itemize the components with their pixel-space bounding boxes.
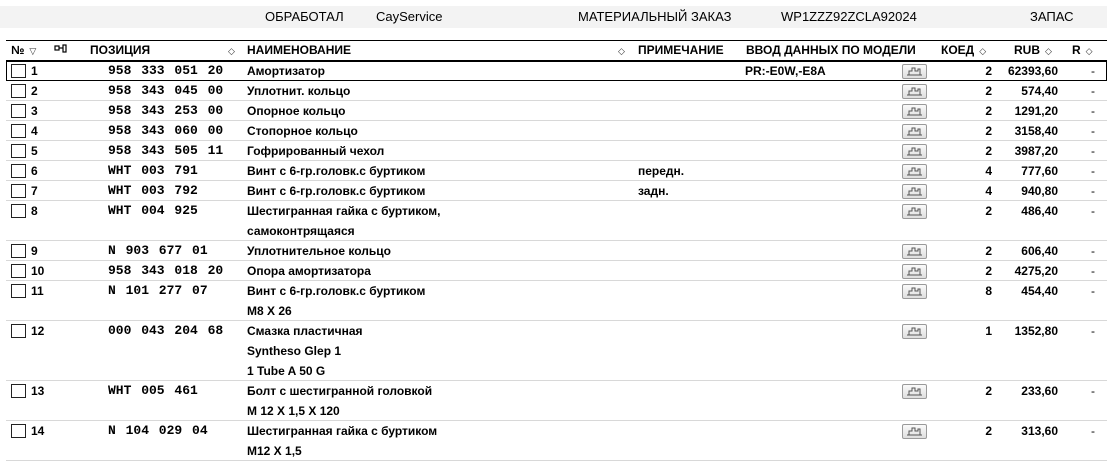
row-checkbox[interactable] (11, 424, 26, 438)
order-label: МАТЕРИАЛЬНЫЙ ЗАКАЗ (578, 9, 732, 24)
quantity: 2 (985, 424, 992, 438)
part-name-line: Опорное кольцо (247, 104, 346, 118)
cart-icon (906, 106, 923, 117)
price: 574,40 (1021, 84, 1058, 98)
row-number: 5 (31, 144, 38, 158)
quantity: 2 (985, 144, 992, 158)
r-flag: - (1091, 164, 1095, 178)
filter-icon: ▽ (29, 46, 37, 56)
row-number: 9 (31, 244, 38, 258)
quantity: 1 (985, 324, 992, 338)
price: 3158,40 (1014, 124, 1058, 138)
price: 4275,20 (1014, 264, 1058, 278)
cart-button[interactable] (902, 284, 927, 299)
r-flag: - (1091, 104, 1095, 118)
price: 1352,80 (1014, 324, 1058, 338)
cart-icon (906, 286, 923, 297)
link-icon[interactable] (54, 41, 68, 60)
table-row[interactable] (6, 61, 1107, 81)
table-body (6, 61, 1107, 461)
row-number: 11 (31, 284, 44, 298)
part-name-line: Уплотнительное кольцо (247, 244, 391, 258)
part-name-line: Винт с 6-гр.головк.с буртиком (247, 184, 426, 198)
parts-table (6, 40, 1107, 461)
part-note: задн. (638, 184, 669, 198)
cart-icon (906, 386, 923, 397)
part-name-line: Винт с 6-гр.головк.с буртиком (247, 284, 426, 298)
stock-label: ЗАПАС (1030, 9, 1074, 24)
part-name (247, 181, 425, 201)
table-row[interactable] (6, 241, 1107, 261)
part-name (247, 321, 363, 381)
r-flag: - (1091, 384, 1095, 398)
part-name (247, 61, 325, 81)
part-number: WHT 003 792 (108, 183, 198, 198)
cart-icon (906, 246, 923, 257)
cart-button[interactable] (902, 384, 927, 399)
row-number: 3 (31, 104, 38, 118)
cart-icon (906, 266, 923, 277)
row-checkbox[interactable] (11, 324, 26, 338)
r-flag: - (1091, 324, 1095, 338)
table-row[interactable] (6, 141, 1107, 161)
quantity: 2 (985, 384, 992, 398)
part-number: 958 343 045 00 (108, 83, 224, 98)
table-row[interactable] (6, 261, 1107, 281)
sort-icon[interactable]: ◇ (228, 46, 235, 56)
r-flag: - (1091, 284, 1095, 298)
cart-icon (906, 186, 923, 197)
cart-button[interactable] (902, 424, 927, 439)
part-name (247, 161, 425, 181)
quantity: 2 (985, 64, 992, 78)
part-number: 958 343 018 20 (108, 263, 224, 278)
cart-icon (906, 426, 923, 437)
part-name (247, 281, 425, 321)
part-number: 958 343 505 11 (108, 143, 224, 158)
cart-icon (906, 126, 923, 137)
cart-button[interactable] (902, 264, 927, 279)
table-row[interactable] (6, 381, 1107, 421)
cart-button[interactable] (902, 204, 927, 219)
part-number: WHT 005 461 (108, 383, 198, 398)
part-name-line: Смазка пластичная (247, 324, 363, 338)
part-number: 958 333 051 20 (108, 63, 224, 78)
price: 606,40 (1021, 244, 1058, 258)
part-name-line: Шестигранная гайка с буртиком (247, 424, 438, 438)
table-row[interactable] (6, 201, 1107, 241)
col-name[interactable]: НАИМЕНОВАНИЕ (247, 43, 351, 57)
cart-button[interactable] (902, 64, 927, 79)
row-number: 10 (31, 264, 45, 278)
part-name-line: Болт с шестигранной головкой (247, 384, 433, 398)
cart-button[interactable] (902, 104, 927, 119)
price: 62393,60 (1007, 64, 1058, 78)
price: 940,80 (1021, 184, 1058, 198)
cart-button[interactable] (902, 144, 927, 159)
r-flag: - (1091, 424, 1095, 438)
cart-button[interactable] (902, 324, 927, 339)
row-number: 4 (31, 124, 38, 138)
col-qty[interactable]: КОЕД ◇ (941, 43, 987, 57)
processed-by: CayService (376, 9, 443, 24)
col-position[interactable]: ПОЗИЦИЯ (90, 43, 151, 57)
price: 3987,20 (1014, 144, 1058, 158)
cart-button[interactable] (902, 164, 927, 179)
part-name-line: 1 Tube A 50 G (247, 364, 326, 378)
col-model[interactable]: ВВОД ДАННЫХ ПО МОДЕЛИ (746, 43, 916, 57)
quantity: 2 (985, 204, 992, 218)
row-number: 1 (31, 64, 38, 78)
part-name (247, 261, 371, 281)
table-row[interactable] (6, 421, 1107, 461)
r-flag: - (1091, 124, 1095, 138)
r-flag: - (1091, 244, 1095, 258)
part-name (247, 201, 441, 241)
part-name-line: Амортизатор (247, 64, 325, 78)
r-flag: - (1091, 204, 1095, 218)
table-row[interactable] (6, 121, 1107, 141)
row-number: 6 (31, 164, 38, 178)
price: 1291,20 (1014, 104, 1058, 118)
quantity: 2 (985, 264, 992, 278)
price: 486,40 (1021, 204, 1058, 218)
part-name (247, 81, 350, 101)
part-name-line: M12 X 1,5 (247, 444, 302, 458)
row-checkbox[interactable] (11, 164, 26, 178)
sort-icon[interactable]: ◇ (618, 46, 625, 56)
cart-button[interactable] (902, 244, 927, 259)
cart-icon (906, 206, 923, 217)
part-name-line: самоконтрящаяся (247, 224, 355, 238)
row-checkbox[interactable] (11, 384, 26, 398)
part-number: WHT 003 791 (108, 163, 198, 178)
cart-button[interactable] (902, 124, 927, 139)
table-row[interactable] (6, 321, 1107, 381)
row-checkbox[interactable] (11, 284, 26, 298)
quantity: 2 (985, 244, 992, 258)
part-note: передн. (638, 164, 685, 178)
part-number: 958 343 253 00 (108, 103, 224, 118)
row-checkbox[interactable] (11, 144, 26, 158)
part-name-line: M 12 X 1,5 X 120 (247, 404, 340, 418)
part-number: N 104 029 04 (108, 423, 208, 438)
row-checkbox[interactable] (11, 204, 26, 218)
table-row[interactable] (6, 281, 1107, 321)
part-name-line: Гофрированный чехол (247, 144, 385, 158)
table-row[interactable] (6, 101, 1107, 121)
quantity: 2 (985, 124, 992, 138)
processed-label: ОБРАБОТАЛ (265, 9, 344, 24)
table-row[interactable] (6, 161, 1107, 181)
r-flag: - (1091, 264, 1095, 278)
part-number: WHT 004 925 (108, 203, 198, 218)
price: 454,40 (1021, 284, 1058, 298)
col-note[interactable]: ПРИМЕЧАНИЕ (638, 43, 724, 57)
model-data: PR:-E0W,-E8A (745, 64, 826, 78)
cart-button[interactable] (902, 84, 927, 99)
r-flag: - (1091, 184, 1095, 198)
row-checkbox[interactable] (11, 84, 26, 98)
part-name (247, 241, 391, 261)
part-name (247, 141, 384, 161)
part-name-line: Уплотнит. кольцо (247, 84, 351, 98)
part-name (247, 121, 358, 141)
cart-icon (906, 86, 923, 97)
table-row[interactable] (6, 181, 1107, 201)
part-name-line: Шестигранная гайка с буртиком, (247, 204, 441, 218)
part-number: N 101 277 07 (108, 283, 208, 298)
cart-icon (906, 166, 923, 177)
cart-icon (906, 146, 923, 157)
part-name (247, 381, 432, 421)
quantity: 8 (985, 284, 992, 298)
row-number: 8 (31, 204, 38, 218)
row-checkbox[interactable] (11, 104, 26, 118)
row-number: 13 (31, 384, 45, 398)
r-flag: - (1091, 64, 1095, 78)
part-number: N 903 677 01 (108, 243, 208, 258)
cart-icon (906, 326, 923, 337)
part-number: 000 043 204 68 (108, 323, 224, 338)
price: 313,60 (1021, 424, 1058, 438)
order-header-bar (0, 6, 1107, 28)
price: 233,60 (1021, 384, 1058, 398)
row-number: 7 (31, 184, 38, 198)
quantity: 4 (985, 164, 992, 178)
order-id: WP1ZZZ92ZCLA92024 (781, 9, 917, 24)
part-name (247, 101, 345, 121)
quantity: 2 (985, 84, 992, 98)
row-number: 12 (31, 324, 45, 338)
part-name-line: Syntheso Glep 1 (247, 344, 342, 358)
r-flag: - (1091, 84, 1095, 98)
part-name-line: Винт с 6-гр.головк.с буртиком (247, 164, 426, 178)
row-checkbox[interactable] (11, 184, 26, 198)
cart-icon (906, 66, 923, 77)
quantity: 2 (985, 104, 992, 118)
row-number: 14 (31, 424, 45, 438)
row-checkbox[interactable] (11, 124, 26, 138)
col-r[interactable]: R ◇ (1072, 43, 1093, 57)
col-num[interactable]: № ▽ (11, 43, 37, 57)
row-checkbox[interactable] (11, 64, 26, 78)
price: 777,60 (1021, 164, 1058, 178)
col-price[interactable]: RUB ◇ (1014, 43, 1052, 57)
row-checkbox[interactable] (11, 244, 26, 258)
row-number: 2 (31, 84, 38, 98)
row-checkbox[interactable] (11, 264, 26, 278)
part-name (247, 421, 437, 461)
table-row[interactable] (6, 81, 1107, 101)
r-flag: - (1091, 144, 1095, 158)
part-number: 958 343 060 00 (108, 123, 224, 138)
part-name-line: Опора амортизатора (247, 264, 371, 278)
part-name-line: Стопорное кольцо (247, 124, 358, 138)
cart-button[interactable] (902, 184, 927, 199)
quantity: 4 (985, 184, 992, 198)
part-name-line: M8 X 26 (247, 304, 292, 318)
table-header (6, 40, 1107, 61)
